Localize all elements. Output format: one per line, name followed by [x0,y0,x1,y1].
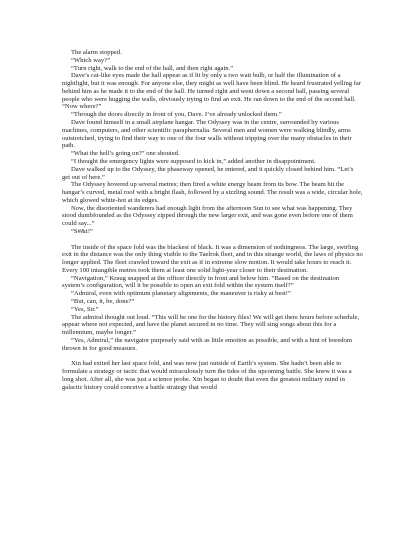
paragraph-17: “Yes, Sir.” [71,305,99,313]
paragraph-12: “S#&t!” [71,227,93,235]
paragraph-18: The admiral thought out loud. “This will be one for the history files! We will get there hours before schedule, appear where not expected, and have the planet secured in no time. They will sing songs about this for a millennium, maybe longer.” [62,313,360,337]
paragraph-9: Dave walked up to the Odyssey, the phaseway opened, he entered, and it quickly closed behind him. “Let’s get out of here.” [62,165,354,181]
paragraph-14: “Navigation,” Kraug snapped at the officer directly in front and below him. “Based on the destination system’s configuration, will it be possible to open an exit fold within the system itself?” [62,274,340,290]
page-body-text [62,49,363,391]
paragraph-1: The alarm stopped. [71,49,122,56]
paragraph-10: The Odyssey hovered up several metres; then fired a white energy beam from its bow. The beam hit the hangar’s curved, metal roof with a bright flash, followed by a sizzling sound. The result was a wide, circular hole, which glowed white-hot at its edges. [62,181,363,204]
paragraph-7: “What the hell’s going on?” one shouted. [71,150,180,158]
paragraph-6: Dave found himself in a small airplane hangar. The Odyssey was in the centre, surrounded by various machines, computers, and other scientific paraphernalia. Several men and women were walking blindly, arms outstretched, trying to find their way to one of the four walls without tripping over the many obstacles in their path. [62,119,352,150]
paragraph-3: “Turn right, walk to the end of the hall, and then right again.” [71,64,234,72]
paragraph-19: “Yes, Admiral,” the navigator purposely said with as little emotion as possible, and with a hint of boredom thrown in for good measure. [62,336,352,352]
paragraph-11: Now, the disoriented wanderers had enough light from the afternoon Sun to see what was happening. They stood dumbfounded as the Odyssey zipped through the new larger exit, and was gone even before one of them could say...” [62,204,353,228]
paragraph-4: Dave’s cat-like eyes made the hall appear as if lit by only a two watt bulb, or half the illumination of a nightlight, but it was enough. For anyone else, they might as well have been blind. He heard frustrated yelling far behind him as he made it to the end of the hall. He turned right and went down a second hall, passing several people who were hugging the walls, obviously trying to find an exit. He ran down to the end of the second hall. “Now where?” [62,72,362,111]
paragraph-8: “I thought the emergency lights were supposed to kick in,” added another in disappointment. [71,157,316,165]
paragraph-15: “Admiral, even with optimum planetary alignments, the maneuver is risky at best!” [71,290,291,298]
paragraph-16: “But, can, it, be, done?” [71,297,135,305]
paragraph-5: “Through the doors directly in front of you, Dave. I’ve already unlocked them.” [71,111,282,119]
paragraph-13: The inside of the space fold was the blackest of black. It was a dimension of nothingness. The large, swirling exit in the distance was the only thing visible to the Taelrok fleet, and in this strange world, the laws of physics no longer applied. The fleet crawled toward the exit as if in extreme slow motion. It would take hours to reach it. Every 100 intangible metres took them at least one solid light-year closer to their destination. [62,243,363,274]
paragraph-2: “Which way?” [71,56,110,64]
paragraph-20: Xin had exited her last space fold, and was now just outside of Earth’s system. She hadn’t been able to formulate a strategy or tactic that would miraculously turn the tides of the upcoming battle. She knew it was a long shot. After all, she was just a science probe. Xin began to doubt that even the greatest military mind in galactic history could conceive a battle strategy that would [62,360,352,391]
